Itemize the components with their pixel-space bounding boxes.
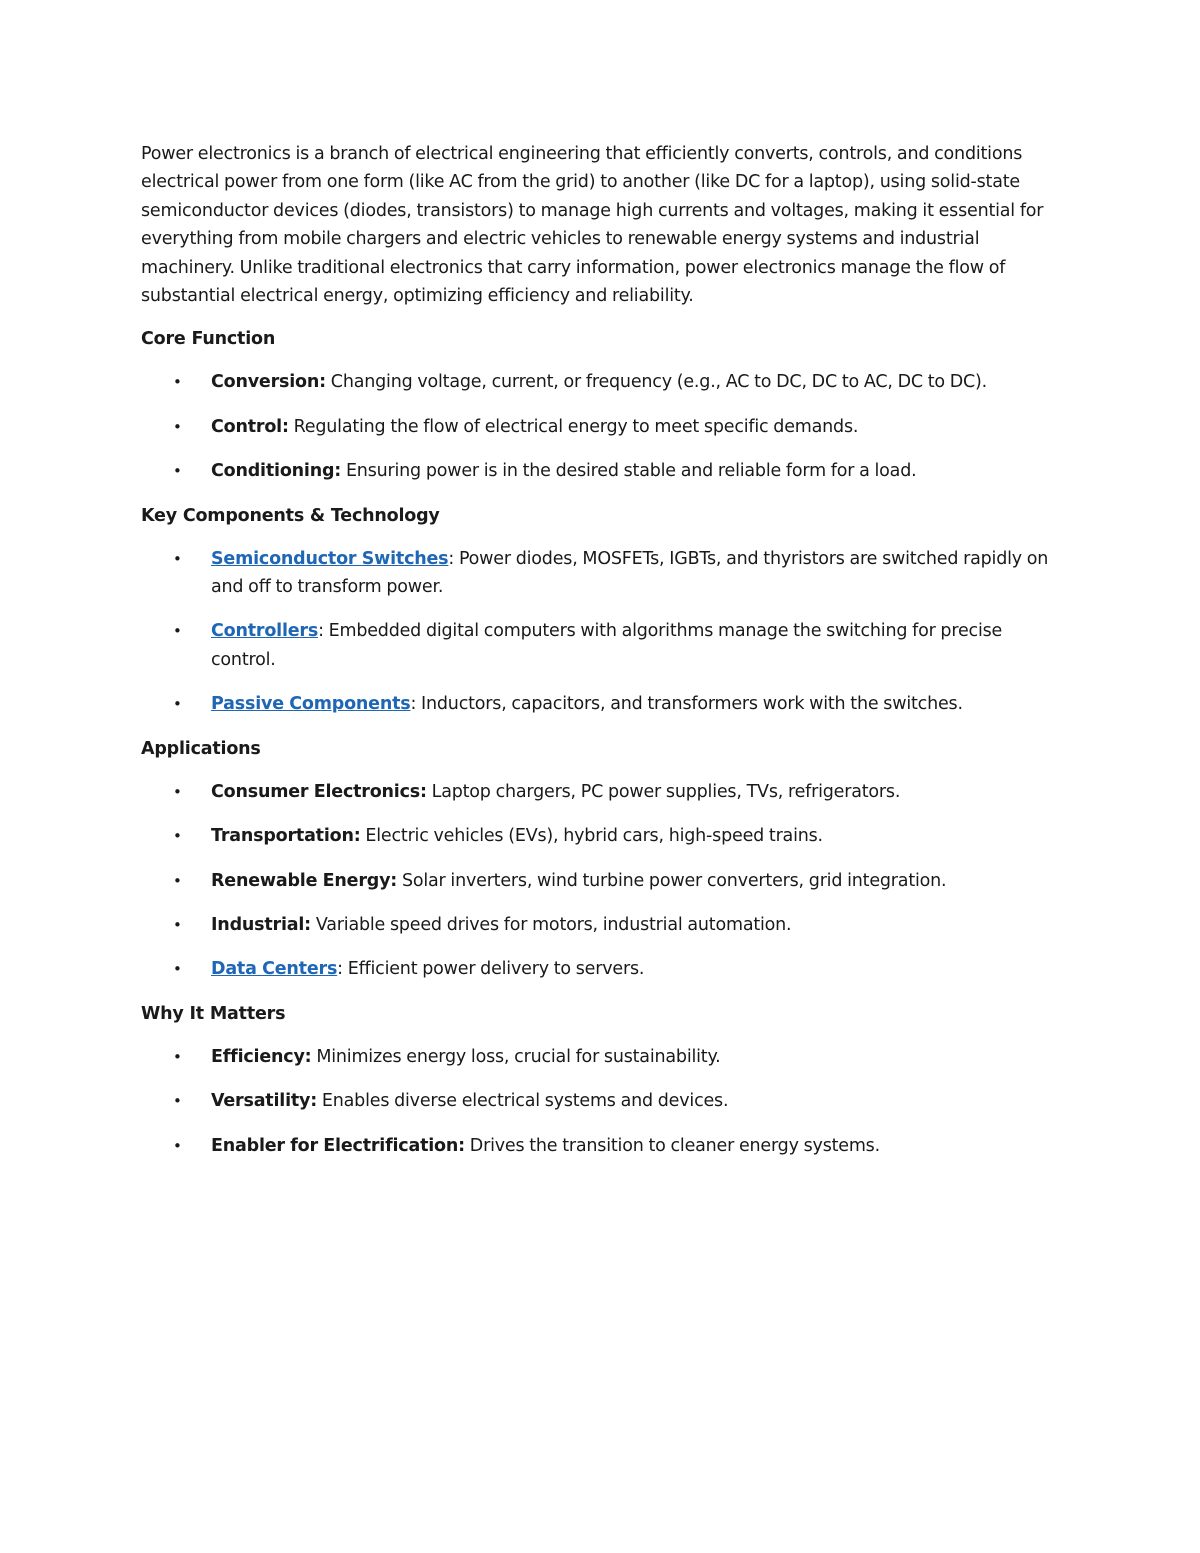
list-item: [141, 413, 1071, 441]
item-text: Regulating the flow of electrical energy to meet specific demands.: [288, 416, 859, 437]
list-item: [141, 822, 1071, 850]
list-item: [141, 545, 1071, 602]
list-item: [141, 911, 1071, 939]
item-term: Consumer Electronics:: [211, 781, 427, 802]
passive-components-link[interactable]: Passive Components: [211, 694, 411, 715]
document-page: [141, 140, 1071, 1175]
item-text: : Efficient power delivery to servers.: [337, 959, 645, 980]
list-item: [141, 1043, 1071, 1071]
bullet-icon: •: [173, 960, 182, 979]
controllers-link[interactable]: Controllers: [211, 621, 319, 642]
bullet-icon: •: [173, 695, 182, 714]
item-text: : Power diodes, MOSFETs, IGBTs, and thyristors are switched rapidly on and off to transform power.: [211, 548, 1049, 598]
bullet-icon: •: [173, 782, 182, 801]
item-term: Industrial:: [211, 914, 311, 935]
why-it-matters-list: [141, 1043, 1071, 1160]
item-term: Versatility:: [211, 1091, 318, 1112]
core-function-list: [141, 368, 1071, 485]
item-term: Conditioning:: [211, 461, 342, 482]
item-text: Variable speed drives for motors, industrial automation.: [310, 914, 792, 935]
list-item: [141, 867, 1071, 895]
list-item: [141, 457, 1071, 485]
section-heading-applications: Applications: [141, 738, 261, 759]
bullet-icon: •: [173, 622, 182, 641]
item-text: Changing voltage, current, or frequency (e.g., AC to DC, DC to AC, DC to DC).: [325, 372, 988, 393]
applications-list: [141, 778, 1071, 984]
list-item: [141, 955, 1071, 983]
key-components-list: [141, 545, 1071, 719]
data-centers-link[interactable]: Data Centers: [211, 959, 338, 980]
item-term: Efficiency:: [211, 1046, 312, 1067]
bullet-icon: •: [173, 827, 182, 846]
item-text: Drives the transition to cleaner energy systems.: [464, 1135, 880, 1156]
semiconductor-switches-link[interactable]: Semiconductor Switches: [211, 548, 449, 569]
item-term: Conversion:: [211, 372, 326, 393]
list-item: [141, 778, 1071, 806]
bullet-icon: •: [173, 417, 182, 436]
list-item: [141, 1087, 1071, 1115]
item-term: Renewable Energy:: [211, 870, 398, 891]
list-item: [141, 1132, 1071, 1160]
section-heading-why-it-matters: Why It Matters: [141, 1003, 286, 1024]
item-term: Enabler for Electrification:: [211, 1135, 465, 1156]
item-text: Minimizes energy loss, crucial for sustainability.: [311, 1046, 721, 1067]
bullet-icon: •: [173, 549, 182, 568]
item-term: Control:: [211, 416, 289, 437]
bullet-icon: •: [173, 871, 182, 890]
section-heading-core-function: Core Function: [141, 329, 276, 350]
item-text: : Embedded digital computers with algorithms manage the switching for precise control.: [211, 621, 1003, 670]
bullet-icon: •: [173, 1136, 182, 1155]
bullet-icon: •: [173, 462, 182, 481]
item-text: Ensuring power is in the desired stable and reliable form for a load.: [341, 461, 917, 482]
item-term: Transportation:: [211, 826, 361, 847]
item-text: Electric vehicles (EVs), hybrid cars, high-speed trains.: [360, 826, 823, 847]
bullet-icon: •: [173, 1047, 182, 1066]
item-text: Enables diverse electrical systems and devices.: [317, 1091, 729, 1112]
section-heading-key-components: Key Components & Technology: [141, 505, 440, 526]
bullet-icon: •: [173, 1092, 182, 1111]
item-text: : Inductors, capacitors, and transformers work with the switches.: [410, 694, 963, 715]
bullet-icon: •: [173, 373, 182, 392]
intro-paragraph: Power electronics is a branch of electrical engineering that efficiently converts, controls, and conditions electrical power from one form (like AC from the grid) to another (like DC for a laptop), using solid-state semiconductor devices (diodes, transistors) to manage high currents and voltages, making it essential for everything from mobile chargers and electric vehicles to renewable energy systems and industrial machinery. Unlike traditional electronics that carry information, power electronics manage the flow of substantial electrical energy, optimizing efficiency and reliability.: [141, 144, 1044, 307]
item-text: Laptop chargers, PC power supplies, TVs, refrigerators.: [426, 781, 901, 802]
list-item: [141, 368, 1071, 396]
list-item: [141, 617, 1071, 674]
list-item: [141, 690, 1071, 718]
bullet-icon: •: [173, 915, 182, 934]
item-text: Solar inverters, wind turbine power converters, grid integration.: [397, 870, 947, 891]
